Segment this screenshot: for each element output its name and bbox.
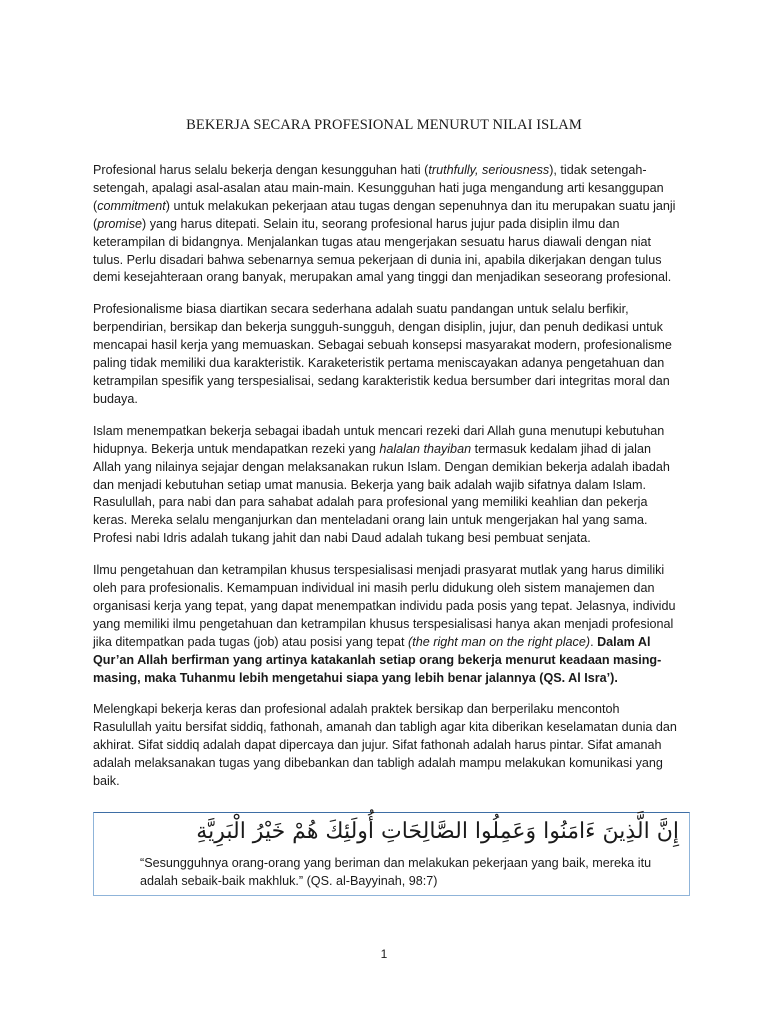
text-run: . [590,634,598,649]
text-run: Profesional harus selalu bekerja dengan kesungguhan hati ( [93,163,429,177]
page-number: 1 [380,947,388,961]
quran-verse-box [93,812,690,896]
text-run: Ilmu pengetahuan dan ketrampilan khusus terspesialisasi menjadi prasyarat mutlak yang harus dimiliki oleh para profesionalis. Kemampuan individual ini masih perlu didukung oleh sistem manajemen dan organisasi kerja yang tepat, yang dapat menempatkan individu pada posis yang tepat. Jelasnya, individu yang memiliki ilmu pengetahuan dan ketrampilan khusus terspesialisasi hanya akan menjadi profesional jika ditempatkan pada tugas (job) atau posisi yang tepat [93,563,676,649]
document-body [93,162,678,791]
text-run: ) yang harus ditepati. Selain itu, seorang profesional harus jujur pada disiplin ilmu dan keterampilan di bidangnya. Menjalankan tugas atau mengerjakan sesuatu harus diawali dengan niat tulus. Perlu disadari bahwa sebenarnya semua pekerjaan di dunia ini, apabila dikerjakan dengan tulus demi kesejahteraan orang banyak, merupakan amal yang tinggi dan menjadikan seseorang profesional. [93,216,672,285]
arabic-verse: إِنَّ الَّذِينَ ءَامَنُوا وَعَمِلُوا الصَّالِحَاتِ أُولَئِكَ هُمْ خَيْرُ الْبَرِيَّةِ [196,819,679,844]
text-run: Dalam Al Qur’an Allah berfirman yang artinya katakanlah setiap orang bekerja menurut keadaan masing-masing, maka Tuhanmu lebih mengetahui siapa yang lebih benar jalannya (QS. Al Isra’). [93,634,662,685]
paragraph-2 [93,301,678,408]
text-run: halalan thayiban [379,441,472,456]
text-run: truthfully, seriousness [428,163,550,177]
text-run: ) untuk melakukan pekerjaan atau tugas dengan sepenuhnya dan itu merupakan suatu janji ( [93,198,676,231]
text-run: (the right man on the right place) [408,634,591,649]
text-run: Islam menempatkan bekerja sebagai ibadah untuk mencari rezeki dari Allah guna menutupi kebutuhan hidupnya. Bekerja untuk mendapatkan rezeki yang [93,423,665,456]
text-run: Profesionalisme biasa diartikan secara sederhana adalah suatu pandangan untuk selalu berfikir, berpendirian, bersikap dan bekerja sungguh-sungguh, dengan disiplin, jujur, dan penuh dedikasi untuk mencapai hasil kerja yang memuaskan. Sebagai sebuah konsepsi masyarakat modern, profesionalisme paling tidak memiliki dua karakteristik. Karaketeristik pertama meniscayakan adanya pengetahuan dan ketrampilan spesifik yang terspesialisai, sedang karakteristik kedua bersumber dari integritas moral dan budaya. [93,302,672,406]
text-run: termasuk kedalam jihad di jalan Allah yang nilainya sejajar dengan melaksanakan rukun Islam. Dengan demikian bekerja adalah ibadah dan menjadi kebutuhan setiap umat manusia. Bekerja yang baik adalah wajib sifatnya dalam Islam. Rasulullah, para nabi dan para sahabat adalah para profesional yang memiliki keahlian dan pekerja keras. Mereka selalu menganjurkan dan menteladani orang lain untuk mengerjakan hal yang sama. Profesi nabi Idris adalah tukang jahit dan nabi Daud adalah tukang besi pembuat senjata. [93,441,670,546]
paragraph-4 [93,562,678,687]
paragraph-3 [93,423,678,548]
text-run: promise [97,216,142,231]
paragraph-5 [93,701,678,791]
document-title: BEKERJA SECARA PROFESIONAL MENURUT NILAI ISLAM [186,117,582,133]
text-run: commitment [97,198,166,213]
verse-translation: “Sesungguhnya orang-orang yang beriman dan melakukan pekerjaan yang baik, mereka itu adalah sebaik-baik makhluk.” (QS. al-Bayyinah, 98:7) [140,856,652,888]
text-run: ), tidak setengah-setengah, apalagi asal-asalan atau main-main. Kesungguhan hati juga mengandung arti kesanggupan ( [93,163,664,213]
paragraph-1 [93,162,678,287]
text-run: Melengkapi bekerja keras dan profesional adalah praktek bersikap dan berperilaku mencontoh Rasulullah yaitu bersifat siddiq, fathonah, amanah dan tabligh agar kita diberikan keselamatan dunia dan akhirat. Sifat siddiq adalah dapat dipercaya dan jujur. Sifat fathonah adalah harus pintar. Sifat amanah adalah melaksanakan tugas yang dibebankan dan tabligh adalah mampu melakukan komunikasi yang baik. [93,702,677,789]
